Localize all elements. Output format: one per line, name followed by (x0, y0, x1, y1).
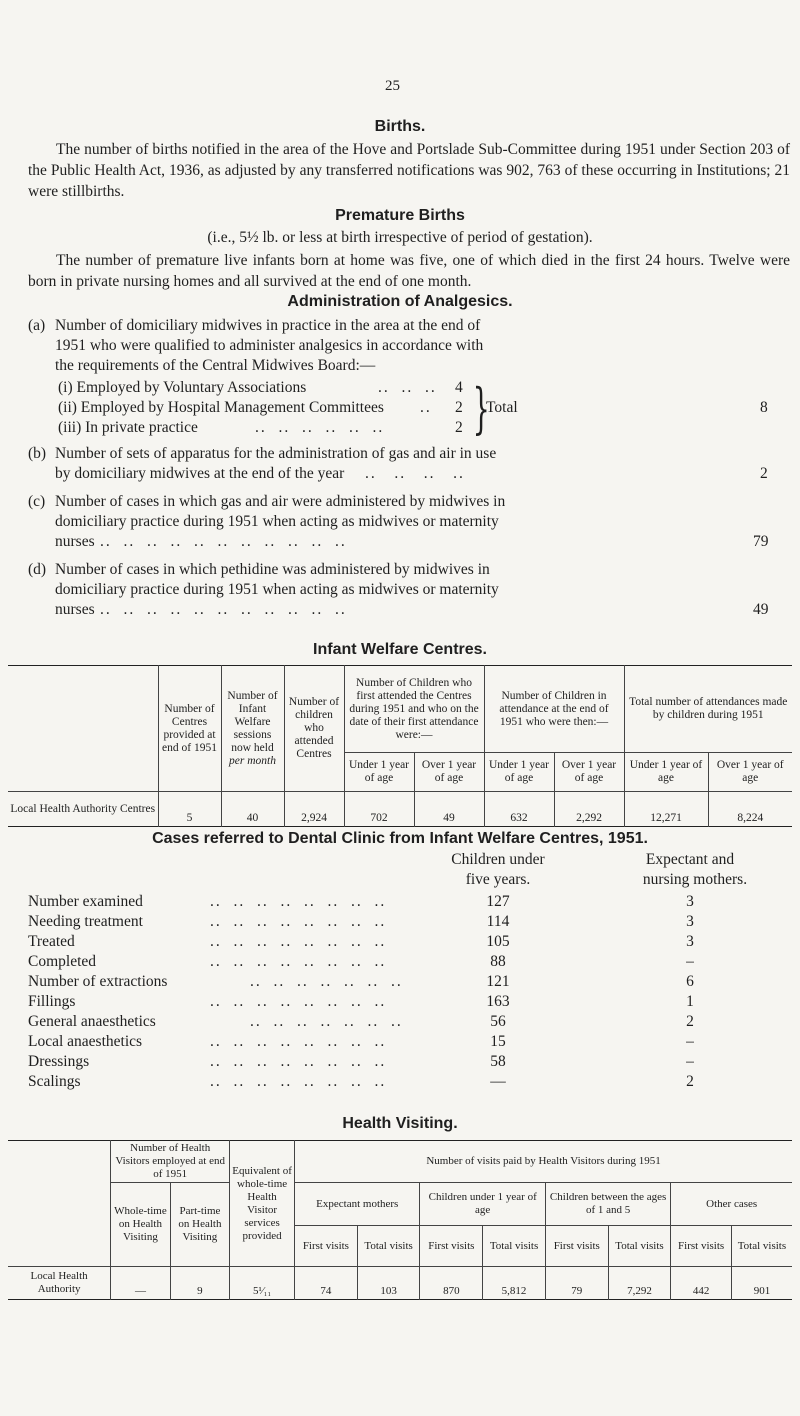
infant-welfare-heading: Infant Welfare Centres. (313, 641, 487, 658)
leader-dots: .. .. .. .. (365, 465, 465, 482)
grp-under1-header: Children under 1 year of age (420, 1183, 545, 1226)
dental-row-mothers: 3 (686, 913, 694, 930)
dental-row-mothers: 1 (686, 993, 694, 1010)
sub-header-first: First visits (420, 1226, 483, 1267)
table-cell: 442 (671, 1267, 732, 1300)
sub-header-over: Over 1 year of age (708, 753, 792, 792)
dental-row-children: 15 (490, 1033, 506, 1050)
leader-dots: .. .. .. .. .. .. .. .. (210, 993, 387, 1010)
premature-heading: Premature Births (335, 207, 465, 224)
table-cell: 2,924 (284, 792, 344, 827)
leader-dots: .. .. .. .. .. .. .. (250, 973, 403, 990)
sub-header-first: First visits (545, 1226, 608, 1267)
dental-row-label: Treated (28, 933, 75, 950)
item-c-value: 79 (753, 533, 769, 550)
leader-dots: .. .. .. .. .. .. .. .. .. .. .. (100, 601, 347, 618)
item-d-text-2: domiciliary practice during 1951 when acting as midwives or maternity (55, 581, 499, 598)
col-sessions-header: Number of Infant Welfare sessions now held per month (221, 666, 284, 792)
item-d-label: (d) (28, 561, 47, 578)
sub-iii-value: 2 (455, 419, 463, 436)
dental-row-children: 127 (486, 893, 510, 910)
dental-row-label: Number of extractions (28, 973, 168, 990)
col-total-attendances-header: Total number of attendances made by children during 1951 (624, 666, 792, 753)
col-end-attendance-header: Number of Children in attendance at the end of 1951 who were then:— (484, 666, 624, 753)
dental-row-mothers: – (686, 1033, 694, 1050)
leader-dots: .. .. .. .. .. .. (255, 419, 385, 436)
sub-header-total: Total visits (357, 1226, 420, 1267)
total-label: Total (486, 399, 518, 416)
leader-dots: .. .. .. .. .. .. .. .. (210, 893, 387, 910)
table-cell: 2,292 (554, 792, 624, 827)
item-a-text-2: 1951 who were qualified to administer analgesics in accordance with (55, 337, 484, 354)
dental-row-mothers: 6 (686, 973, 694, 990)
grp-1to5-header: Children between the ages of 1 and 5 (545, 1183, 670, 1226)
dental-col1-header-2: five years. (465, 871, 531, 888)
col-centres-header: Number of Centres provided at end of 1951 (158, 666, 221, 792)
grp-other-header: Other cases (671, 1183, 792, 1226)
leader-dots: .. .. .. .. .. .. .. .. (210, 1053, 387, 1070)
item-b-text-1: Number of sets of apparatus for the administration of gas and air in use (55, 445, 497, 462)
sub-header-over: Over 1 year of age (414, 753, 484, 792)
dental-col2-header-1: Expectant and (645, 851, 735, 868)
row-label: Local Health Authority (8, 1267, 111, 1300)
dental-row-mothers: 2 (686, 1073, 694, 1090)
sub-iii-label: (iii) In private practice (58, 419, 198, 436)
col-equivalent-header: Equivalent of whole-time Health Visitor services provided (230, 1141, 295, 1267)
leader-dots: .. .. .. .. .. .. .. .. (210, 933, 387, 950)
table-cell: — (111, 1267, 170, 1300)
dental-row-label: Fillings (28, 993, 76, 1010)
health-visiting-heading: Health Visiting. (342, 1115, 458, 1132)
table-cell: 632 (484, 792, 554, 827)
item-d-value: 49 (753, 601, 769, 618)
item-b-label: (b) (28, 445, 47, 462)
col-children-header: Number of children who attended Centres (284, 666, 344, 792)
dental-row-label: Completed (28, 953, 97, 970)
table-cell: 8,224 (708, 792, 792, 827)
row-label: Local Health Authority Centres (8, 792, 158, 827)
dental-row-mothers: – (686, 953, 694, 970)
dental-row-children: 58 (490, 1053, 506, 1070)
item-a-text-3: the requirements of the Central Midwives Board:— (55, 357, 376, 374)
dental-row-children: 121 (486, 973, 510, 990)
table-cell: 74 (295, 1267, 358, 1300)
item-c-text-2: domiciliary practice during 1951 when acting as midwives or maternity (55, 513, 499, 530)
col-visits-header: Number of visits paid by Health Visitors during 1951 (295, 1141, 792, 1183)
births-heading: Births. (374, 118, 426, 135)
premature-paragraph: The number of premature live infants born at home was five, one of which died in the first 24 hours. Twelve were born in private nursing homes and all survived at the end of one month. (28, 252, 790, 290)
brace: } (472, 377, 490, 440)
total-value: 8 (760, 399, 768, 416)
dental-col2-header-2: nursing mothers. (642, 871, 748, 888)
health-visiting-table (8, 1140, 792, 1300)
dental-row-children: 105 (486, 933, 510, 950)
sub-ii-label: (ii) Employed by Hospital Management Committees (58, 399, 384, 416)
sub-header-total: Total visits (731, 1226, 792, 1267)
leader-dots: .. .. .. .. .. .. .. .. .. .. .. (100, 533, 347, 550)
dental-row-children: 114 (486, 913, 510, 930)
dental-row-children: — (490, 1073, 506, 1090)
table-cell: 7,292 (608, 1267, 671, 1300)
sub-header-under: Under 1 year of age (484, 753, 554, 792)
table-cell: 40 (221, 792, 284, 827)
table-cell: 870 (420, 1267, 483, 1300)
table-cell: 5¹⁄₁₁ (230, 1267, 295, 1300)
item-c-text-3: nurses (55, 533, 95, 550)
dental-col1-header-1: Children under (451, 851, 545, 868)
item-b-text-2: by domiciliary midwives at the end of the year (55, 465, 345, 482)
leader-dots: .. .. .. .. .. .. .. .. (210, 913, 387, 930)
dental-row-children: 163 (486, 993, 510, 1010)
col-first-attended-header: Number of Children who first attended the Centres during 1951 and who on the date of their first attendance were:— (344, 666, 484, 753)
dental-row-label: Needing treatment (28, 913, 143, 930)
page-number: 25 (385, 78, 400, 94)
leader-dots: .. .. .. (378, 379, 437, 396)
sub-header-total: Total visits (608, 1226, 671, 1267)
table-cell: 5,812 (483, 1267, 546, 1300)
item-d-text-3: nurses (55, 601, 95, 618)
leader-dots: .. .. .. .. .. .. .. .. (210, 1073, 387, 1090)
leader-dots: .. .. .. .. .. .. .. .. (210, 1033, 387, 1050)
premature-definition: (i.e., 5½ lb. or less at birth irrespective of period of gestation). (207, 229, 593, 246)
dental-row-mothers: 3 (686, 893, 694, 910)
dental-row-label: Dressings (28, 1053, 90, 1070)
dental-row-label: Scalings (28, 1073, 81, 1090)
sub-header-under: Under 1 year of age (624, 753, 708, 792)
leader-dots: .. (420, 399, 432, 416)
item-b-value: 2 (760, 465, 768, 482)
dental-row-children: 88 (490, 953, 506, 970)
table-cell: 79 (545, 1267, 608, 1300)
item-c-label: (c) (28, 493, 46, 510)
sub-header-under: Under 1 year of age (344, 753, 414, 792)
analgesics-heading: Administration of Analgesics. (287, 293, 513, 310)
col-employed-header: Number of Health Visitors employed at end of 1951 (111, 1141, 230, 1183)
table-cell: 9 (170, 1267, 229, 1300)
table-cell: 5 (158, 792, 221, 827)
col-part-time-header: Part-time on Health Visiting (170, 1183, 229, 1267)
sub-header-total: Total visits (483, 1226, 546, 1267)
table-cell: 103 (357, 1267, 420, 1300)
infant-welfare-table (8, 665, 792, 827)
dental-heading: Cases referred to Dental Clinic from Infant Welfare Centres, 1951. (152, 830, 648, 847)
item-a-label: (a) (28, 317, 46, 334)
dental-row-label: Local anaesthetics (28, 1033, 143, 1050)
sub-header-over: Over 1 year of age (554, 753, 624, 792)
sub-ii-value: 2 (455, 399, 463, 416)
dental-row-label: Number examined (28, 893, 143, 910)
item-a-text-1: Number of domiciliary midwives in practice in the area at the end of (55, 317, 481, 334)
item-c-text-1: Number of cases in which gas and air were administered by midwives in (55, 493, 506, 510)
sub-i-label: (i) Employed by Voluntary Associations (58, 379, 307, 396)
table-cell: 12,271 (624, 792, 708, 827)
item-d-text-1: Number of cases in which pethidine was administered by midwives in (55, 561, 490, 578)
dental-row-mothers: – (686, 1053, 694, 1070)
sub-header-first: First visits (295, 1226, 358, 1267)
leader-dots: .. .. .. .. .. .. .. .. (210, 953, 387, 970)
sub-i-value: 4 (455, 379, 463, 396)
table-cell: 702 (344, 792, 414, 827)
col-whole-time-header: Whole-time on Health Visiting (111, 1183, 170, 1267)
dental-row-mothers: 3 (686, 933, 694, 950)
sub-header-first: First visits (671, 1226, 732, 1267)
table-cell: 49 (414, 792, 484, 827)
leader-dots: .. .. .. .. .. .. .. (250, 1013, 403, 1030)
births-paragraph: The number of births notified in the area of the Hove and Portslade Sub-Committee during 1951 under Section 203 of the Public Health Act, 1936, as adjusted by any transferred notifications was 902, 763 of these occurring in Institutions; 21 were stillbirths. (28, 141, 790, 200)
table-cell: 901 (731, 1267, 792, 1300)
grp-expectant-header: Expectant mothers (295, 1183, 420, 1226)
dental-row-mothers: 2 (686, 1013, 694, 1030)
dental-row-label: General anaesthetics (28, 1013, 156, 1030)
dental-row-children: 56 (490, 1013, 506, 1030)
